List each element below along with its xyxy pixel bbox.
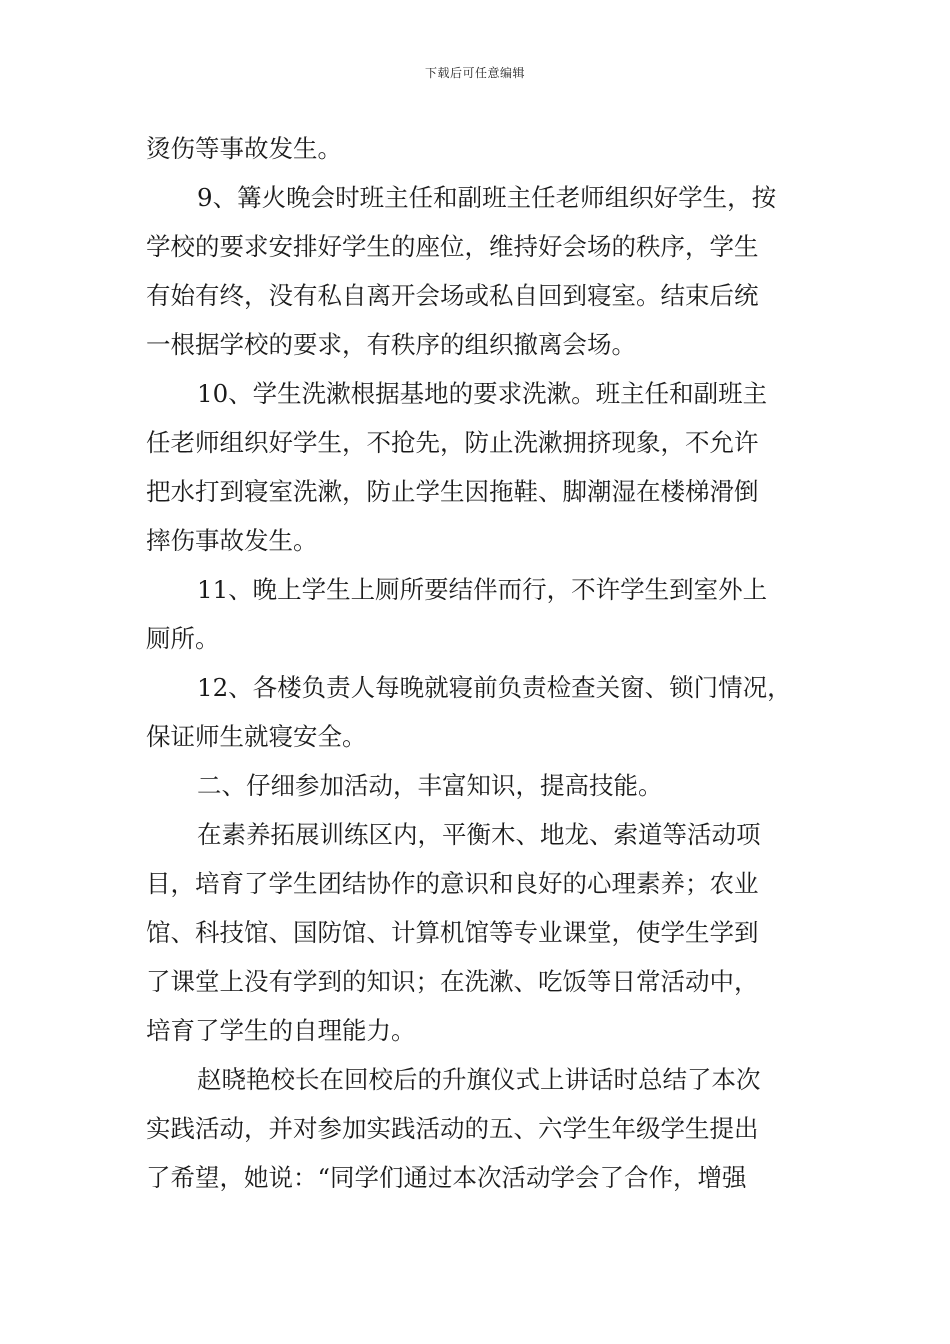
body-text <box>146 124 826 1202</box>
text-line: 馆、科技馆、国防馆、计算机馆等专业课堂，使学生学到 <box>146 918 759 947</box>
text-line: 把水打到寝室洗漱，防止学生因拖鞋、脚潮湿在楼梯滑倒 <box>146 477 759 506</box>
text-line: 烫伤等事故发生。 <box>146 134 342 163</box>
text-line: 了希望，她说：“同学们通过本次活动学会了合作，增强 <box>146 1163 747 1192</box>
text-line: 赵晓艳校长在回校后的升旗仪式上讲话时总结了本次 <box>197 1065 761 1094</box>
text-line: 10、学生洗漱根据基地的要求洗漱。班主任和副班主 <box>197 379 768 408</box>
text-line: 有始有终，没有私自离开会场或私自回到寝室。结束后统 <box>146 281 759 310</box>
text-line: 12、各楼负责人每晚就寝前负责检查关窗、锁门情况， <box>197 673 792 702</box>
page-header: 下载后可任意编辑 <box>424 66 525 80</box>
text-line: 9、篝火晚会时班主任和副班主任老师组织好学生，按 <box>197 183 777 212</box>
text-line: 目，培育了学生团结协作的意识和良好的心理素养；农业 <box>146 869 759 898</box>
text-line: 在素养拓展训练区内，平衡木、地龙、索道等活动项 <box>197 820 761 849</box>
text-line: 实践活动，并对参加实践活动的五、六学生年级学生提出 <box>146 1114 759 1143</box>
text-line: 学校的要求安排好学生的座位，维持好会场的秩序，学生 <box>146 232 759 261</box>
text-line: 保证师生就寝安全。 <box>146 722 367 751</box>
text-line: 任老师组织好学生，不抢先，防止洗漱拥挤现象，不允许 <box>146 428 759 457</box>
text-line: 厕所。 <box>146 624 220 653</box>
text-line: 摔伤事故发生。 <box>146 526 318 555</box>
text-line: 一根据学校的要求，有秩序的组织撤离会场。 <box>146 330 636 359</box>
text-line: 二、仔细参加活动，丰富知识，提高技能。 <box>197 771 663 800</box>
text-line: 了课堂上没有学到的知识；在洗漱、吃饭等日常活动中， <box>146 967 759 996</box>
text-line: 培育了学生的自理能力。 <box>146 1016 416 1045</box>
text-line: 11、晚上学生上厕所要结伴而行，不许学生到室外上 <box>197 575 768 604</box>
